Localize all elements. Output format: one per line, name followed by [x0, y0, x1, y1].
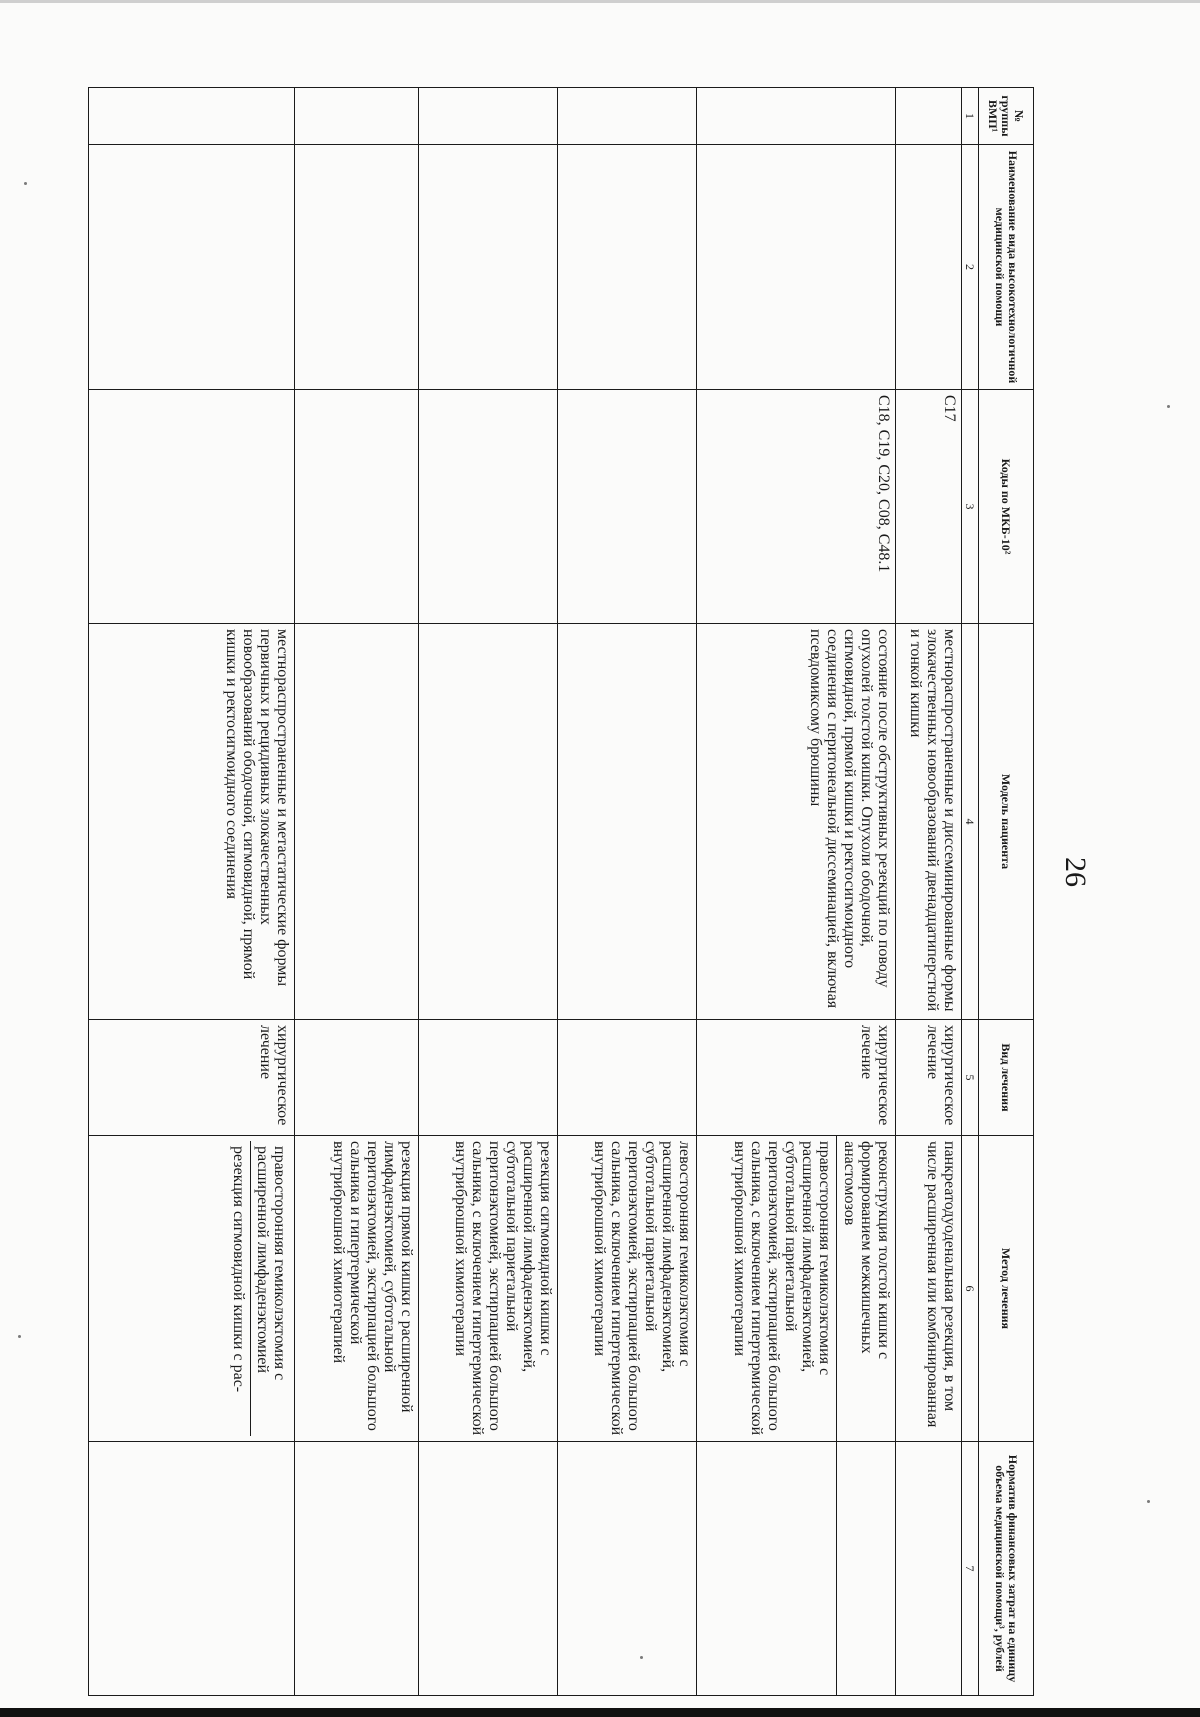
icd-code-cell: C18, C19, C20, C08, C48.1 — [697, 390, 896, 624]
treatment-type-cell — [295, 1020, 419, 1136]
cost-norm-cell — [697, 1442, 837, 1696]
scan-speck — [1147, 1500, 1150, 1503]
page-number: 26 — [1059, 857, 1092, 887]
group-no-cell — [89, 88, 295, 145]
icd-code-cell — [295, 390, 419, 624]
header-patient-model: Модель пациента — [979, 624, 1034, 1020]
care-type-cell — [697, 145, 896, 390]
icd-code-cell — [558, 390, 697, 624]
icd-code-cell — [89, 390, 295, 624]
header-group-no: № группы ВМП¹ — [979, 88, 1034, 145]
treatment-method-cell: правосторонняя гемиколэктомия с расширенной лимфаденэктомией, субтотальной париетальной перитонэктомией, экстирпацией большого сальника, с включением гипертермической внутрибрюшной химиотерапии — [697, 1136, 837, 1442]
column-number-row — [962, 88, 979, 1696]
patient-model-cell: местнораспространенные и метастатические формы первичных и рецидивных злокачественных новообразований ободочной, сигмовидной, прямой кишки и ректосигмоидного соединения — [89, 624, 295, 1020]
care-type-cell — [558, 145, 697, 390]
table-row — [89, 88, 295, 1696]
treatment-method-cell: резекция сигмовидной кишки с расширенной лимфаденэктомией, субтотальной париетальной перитонэктомией, экстирпацией большого сальника, с включением гипертермической внутрибрюшной химиотерапии — [419, 1136, 558, 1442]
header-cost-norm: Норматив финансовых затрат на единицу объема медицинской помощи³, рублей — [979, 1442, 1034, 1696]
treatment-type-cell: хирургическое лечение — [896, 1020, 962, 1136]
treatment-type-cell: хирургическое лечение — [697, 1020, 896, 1136]
patient-model-cell: местнораспространенные и диссеминированные формы злокачественных новообразований двенадцатиперстной и тонкой кишки — [896, 624, 962, 1020]
column-number: 1 — [962, 88, 979, 145]
table-row — [419, 88, 558, 1696]
care-type-cell — [896, 145, 962, 390]
group-no-cell — [419, 88, 558, 145]
column-number: 4 — [962, 624, 979, 1020]
scan-edge-bottom — [0, 1708, 1200, 1717]
header-icd-codes: Коды по МКБ-10² — [979, 390, 1034, 624]
care-type-cell — [419, 145, 558, 390]
scan-speck — [1167, 405, 1170, 408]
treatment-method-cell: резекция прямой кишки с расширенной лимфаденэктомией, субтотальной перитонэктомией, экстирпацией большого сальника и гипертермической внутрибрюшной химиотерапией — [295, 1136, 419, 1442]
cost-norm-cell — [558, 1442, 697, 1696]
group-no-cell — [295, 88, 419, 145]
column-number: 5 — [962, 1020, 979, 1136]
group-no-cell — [697, 88, 896, 145]
header-care-type: Наименование вида высокотехнологичной медицинской помощи — [979, 145, 1034, 390]
table-row — [295, 88, 419, 1696]
table-row — [896, 88, 962, 1696]
cost-norm-cell — [896, 1442, 962, 1696]
treatment-method-cell: панкреатодуоденальная резекция, в том числе расширенная или комбинированная — [896, 1136, 962, 1442]
treatment-type-cell — [419, 1020, 558, 1136]
icd-code-cell: C17 — [896, 390, 962, 624]
treatment-method-item: резекция сигмовидной кишки с рас- — [227, 1141, 251, 1436]
header-treatment-method: Метод лечения — [979, 1136, 1034, 1442]
column-number: 2 — [962, 145, 979, 390]
column-number: 7 — [962, 1442, 979, 1696]
rotated-table-frame — [88, 87, 1034, 1695]
table-row — [558, 88, 697, 1696]
scan-edge-top — [0, 0, 1200, 3]
care-type-cell — [89, 145, 295, 390]
table-row — [837, 88, 896, 1696]
patient-model-cell — [419, 624, 558, 1020]
patient-model-cell: состояние после обструктивных резекций по поводу опухолей толстой кишки. Опухоли ободочной, сигмовидной, прямой кишки и ректосигмоидного соединения с перитонеальной диссеминацией, включая псевдомиксому брюшины — [697, 624, 896, 1020]
vmp-table — [88, 87, 1034, 1696]
cost-norm-cell — [419, 1442, 558, 1696]
group-no-cell — [558, 88, 697, 145]
treatment-method-cell — [89, 1136, 295, 1442]
header-row — [979, 88, 1034, 1696]
group-no-cell — [896, 88, 962, 145]
cost-norm-cell — [837, 1442, 896, 1696]
care-type-cell — [295, 145, 419, 390]
header-treatment-type: Вид лечения — [979, 1020, 1034, 1136]
scan-speck — [24, 182, 27, 185]
treatment-method-cell: реконструкция толстой кишки с формированием межкишечных анастомозов — [837, 1136, 896, 1442]
icd-code-cell — [419, 390, 558, 624]
treatment-type-cell — [558, 1020, 697, 1136]
cost-norm-cell — [89, 1442, 295, 1696]
patient-model-cell — [295, 624, 419, 1020]
cost-norm-cell — [295, 1442, 419, 1696]
treatment-method-cell: левосторонняя гемиколэктомия с расширенной лимфаденэктомией, субтотальной париетальной перитонэктомией, экстирпацией большого сальника, с включением гипертермической внутрибрюшной химиотерапии — [558, 1136, 697, 1442]
column-number: 6 — [962, 1136, 979, 1442]
column-number: 3 — [962, 390, 979, 624]
patient-model-cell — [558, 624, 697, 1020]
treatment-type-cell: хирургическое лечение — [89, 1020, 295, 1136]
scan-speck — [18, 1335, 21, 1338]
treatment-method-item: правосторонняя гемиколэктомия с расширенной лимфаденэктомией — [254, 1146, 288, 1381]
